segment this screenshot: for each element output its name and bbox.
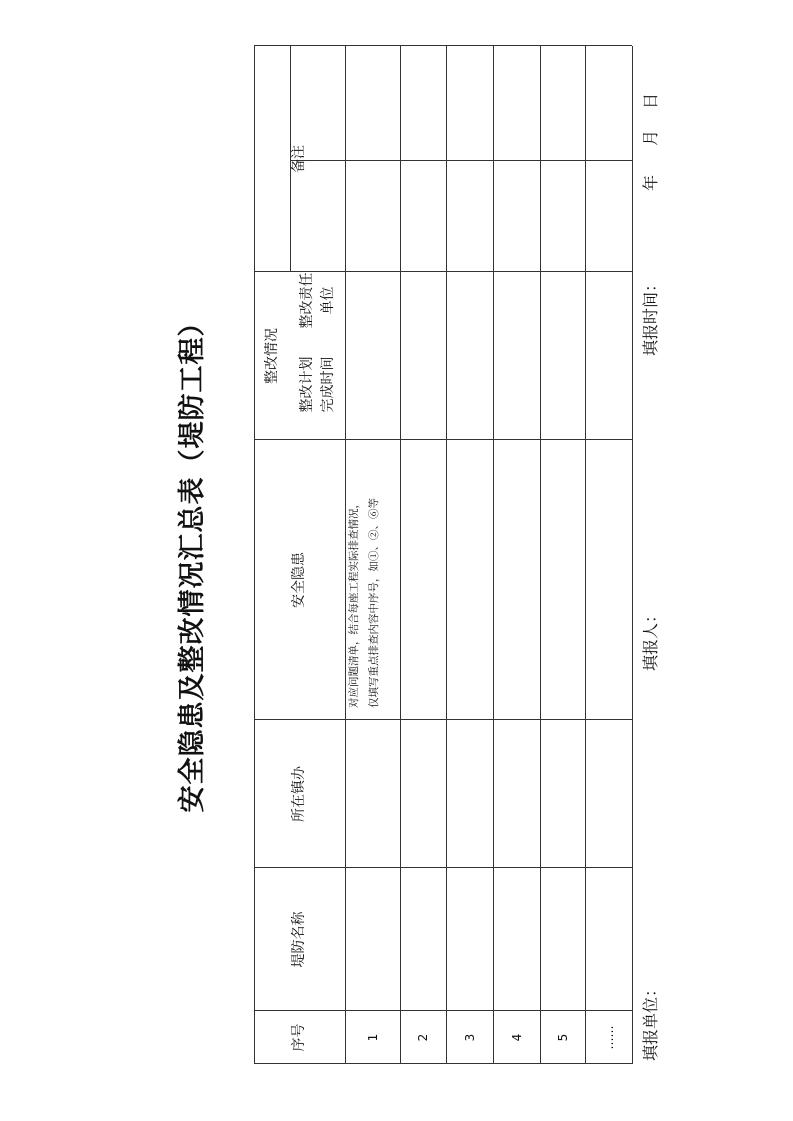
footer-month: 月 bbox=[641, 129, 660, 146]
table-row-2-seq: 2 bbox=[416, 1033, 430, 1042]
footer-year: 年 bbox=[641, 174, 660, 191]
header-plan-completion-time-line1: 整改计划 bbox=[298, 356, 315, 413]
document-title: 安全隐患及整改情况汇总表（堤防工程） bbox=[177, 308, 208, 813]
footer-fill-person: 填报人： bbox=[641, 606, 660, 671]
header-rectification: 整改情况 bbox=[263, 328, 280, 384]
header-town: 所在镇办 bbox=[291, 766, 307, 822]
header-plan-completion-time-line2: 完成时间 bbox=[319, 356, 336, 413]
table-row-1-hazard bbox=[345, 440, 400, 720]
footer-day: 日 bbox=[641, 92, 660, 109]
table-row-more-seq: …… bbox=[601, 1025, 616, 1050]
table-row-5-seq: 5 bbox=[555, 1033, 570, 1042]
header-responsible-unit-line1: 整改责任 bbox=[298, 272, 315, 329]
header-responsible-unit bbox=[290, 272, 345, 329]
header-responsible-unit-line2: 单位 bbox=[319, 286, 336, 315]
table-row-4-seq: 4 bbox=[509, 1033, 524, 1042]
footer-fill-unit: 填报单位： bbox=[641, 980, 660, 1061]
table-row-1-seq: 1 bbox=[365, 1033, 380, 1042]
header-plan-completion-time bbox=[290, 329, 345, 440]
footer-fill-time: 填报时间： bbox=[641, 275, 660, 356]
table-row-3-seq: 3 bbox=[462, 1033, 477, 1042]
header-levee-name: 堤防名称 bbox=[291, 911, 307, 968]
header-remarks: 备注 bbox=[291, 145, 307, 173]
header-seq: 序号 bbox=[291, 1023, 307, 1052]
table-row-1-hazard-line1: 对应问题清单，结合每座工程实际排查情况， bbox=[348, 498, 360, 708]
header-hazard: 安全隐患 bbox=[291, 552, 307, 608]
table-row-1-hazard-line2: 仅填写重点排查内容中序号，如①、②、⑥等 bbox=[367, 498, 380, 708]
